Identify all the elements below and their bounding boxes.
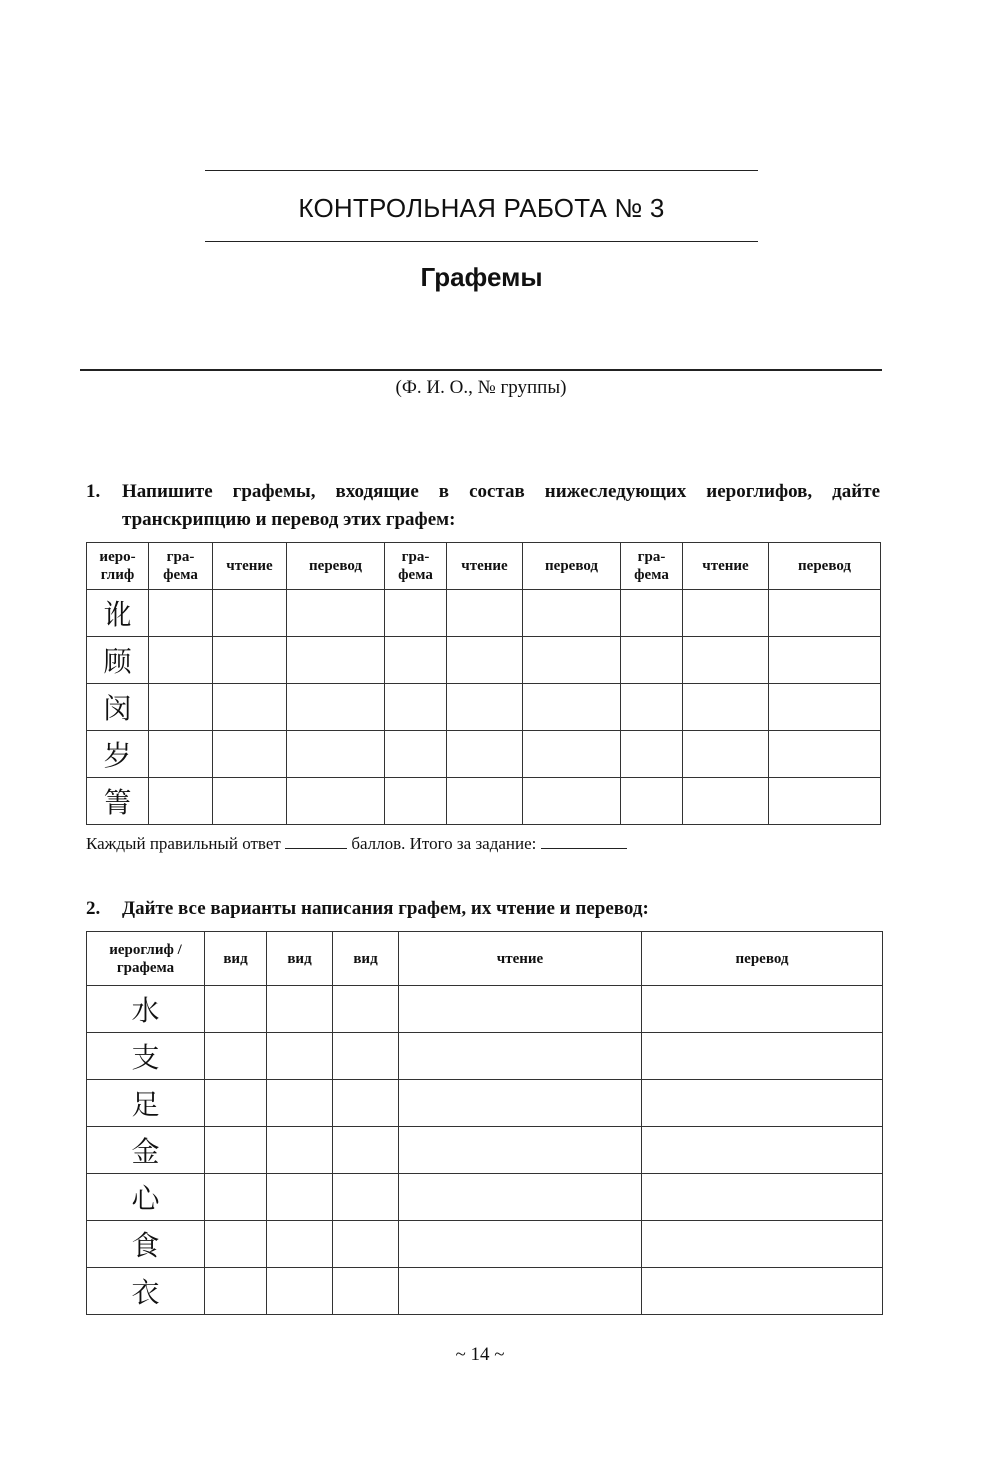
- answer-cell[interactable]: [333, 986, 399, 1033]
- answer-cell[interactable]: [267, 1221, 333, 1268]
- answer-cell[interactable]: [769, 684, 881, 731]
- answer-cell[interactable]: [621, 731, 683, 778]
- answer-cell[interactable]: [213, 684, 287, 731]
- table-row: [87, 1080, 883, 1127]
- hieroglyph-cell: 岁: [87, 731, 149, 778]
- answer-cell[interactable]: [447, 637, 523, 684]
- answer-cell[interactable]: [149, 778, 213, 825]
- col-form: вид: [333, 932, 399, 986]
- answer-cell[interactable]: [205, 1033, 267, 1080]
- col-form: вид: [205, 932, 267, 986]
- scoring-note: [86, 832, 627, 854]
- answer-cell[interactable]: [287, 778, 385, 825]
- table-row: [87, 731, 881, 778]
- answer-cell[interactable]: [642, 1080, 883, 1127]
- answer-cell[interactable]: [149, 684, 213, 731]
- answer-cell[interactable]: [333, 1127, 399, 1174]
- answer-cell[interactable]: [333, 1033, 399, 1080]
- answer-cell[interactable]: [205, 1127, 267, 1174]
- col-translation: перевод: [523, 543, 621, 590]
- answer-cell[interactable]: [267, 986, 333, 1033]
- answer-cell[interactable]: [447, 778, 523, 825]
- answer-cell[interactable]: [385, 637, 447, 684]
- answer-cell[interactable]: [213, 637, 287, 684]
- answer-cell[interactable]: [149, 590, 213, 637]
- answer-cell[interactable]: [447, 684, 523, 731]
- hieroglyph-cell: 足: [87, 1080, 205, 1127]
- total-blank[interactable]: [541, 832, 627, 849]
- answer-cell[interactable]: [683, 590, 769, 637]
- answer-cell[interactable]: [683, 778, 769, 825]
- hieroglyph-cell: 衣: [87, 1268, 205, 1315]
- answer-cell[interactable]: [267, 1127, 333, 1174]
- answer-cell[interactable]: [399, 1174, 642, 1221]
- answer-cell[interactable]: [399, 1127, 642, 1174]
- answer-cell[interactable]: [683, 684, 769, 731]
- answer-cell[interactable]: [621, 590, 683, 637]
- answer-cell[interactable]: [399, 1221, 642, 1268]
- answer-cell[interactable]: [769, 637, 881, 684]
- answer-cell[interactable]: [523, 637, 621, 684]
- table-row: [87, 1127, 883, 1174]
- answer-cell[interactable]: [267, 1033, 333, 1080]
- table-row: [87, 1221, 883, 1268]
- answer-cell[interactable]: [213, 778, 287, 825]
- answer-cell[interactable]: [523, 590, 621, 637]
- answer-cell[interactable]: [683, 731, 769, 778]
- col-translation: перевод: [769, 543, 881, 590]
- task-2-number: 2.: [86, 898, 101, 919]
- answer-cell[interactable]: [621, 684, 683, 731]
- answer-cell[interactable]: [205, 1174, 267, 1221]
- answer-cell[interactable]: [523, 778, 621, 825]
- points-blank[interactable]: [285, 832, 347, 849]
- answer-cell[interactable]: [149, 731, 213, 778]
- col-translation: перевод: [642, 932, 883, 986]
- answer-cell[interactable]: [769, 778, 881, 825]
- hieroglyph-cell: 食: [87, 1221, 205, 1268]
- answer-cell[interactable]: [385, 778, 447, 825]
- table-row: [87, 778, 881, 825]
- hieroglyph-cell: 支: [87, 1033, 205, 1080]
- name-field-line[interactable]: [80, 369, 882, 371]
- answer-cell[interactable]: [399, 986, 642, 1033]
- answer-cell[interactable]: [769, 731, 881, 778]
- answer-cell[interactable]: [385, 684, 447, 731]
- col-reading: чтение: [447, 543, 523, 590]
- answer-cell[interactable]: [149, 637, 213, 684]
- answer-cell[interactable]: [523, 731, 621, 778]
- answer-cell[interactable]: [205, 1221, 267, 1268]
- table-row: [87, 637, 881, 684]
- task-2-header-row: [87, 932, 883, 986]
- answer-cell[interactable]: [205, 986, 267, 1033]
- answer-cell[interactable]: [205, 1080, 267, 1127]
- table-row: [87, 986, 883, 1033]
- answer-cell[interactable]: [642, 1127, 883, 1174]
- scoring-note-prefix: Каждый правильный ответ: [86, 834, 281, 853]
- col-hieroglyph-grapheme: иероглиф / графема: [87, 932, 205, 986]
- answer-cell[interactable]: [399, 1033, 642, 1080]
- title-bottom-rule: [205, 241, 758, 242]
- answer-cell[interactable]: [267, 1080, 333, 1127]
- hieroglyph-cell: 心: [87, 1174, 205, 1221]
- answer-cell[interactable]: [333, 1080, 399, 1127]
- table-row: [87, 684, 881, 731]
- answer-cell[interactable]: [385, 731, 447, 778]
- task-1-number: 1.: [86, 481, 101, 502]
- answer-cell[interactable]: [205, 1268, 267, 1315]
- col-grapheme: гра- фема: [385, 543, 447, 590]
- task-1-table: [86, 542, 881, 825]
- answer-cell[interactable]: [333, 1174, 399, 1221]
- table-row: [87, 1268, 883, 1315]
- col-reading: чтение: [399, 932, 642, 986]
- table-row: [87, 1033, 883, 1080]
- task-1-header-row: [87, 543, 881, 590]
- answer-cell[interactable]: [385, 590, 447, 637]
- col-form: вид: [267, 932, 333, 986]
- answer-cell[interactable]: [267, 1268, 333, 1315]
- answer-cell[interactable]: [399, 1268, 642, 1315]
- task-2-instruction: [86, 895, 880, 923]
- answer-cell[interactable]: [213, 590, 287, 637]
- page-subtitle: Графемы: [420, 262, 543, 292]
- answer-cell[interactable]: [333, 1268, 399, 1315]
- answer-cell[interactable]: [399, 1080, 642, 1127]
- answer-cell[interactable]: [267, 1174, 333, 1221]
- page-number: ~ 14 ~: [455, 1344, 505, 1365]
- answer-cell[interactable]: [621, 778, 683, 825]
- answer-cell[interactable]: [213, 731, 287, 778]
- task-1-instruction: [86, 478, 880, 534]
- table-row: [87, 1174, 883, 1221]
- answer-cell[interactable]: [447, 731, 523, 778]
- name-field-caption: (Ф. И. О., № группы): [395, 377, 567, 398]
- answer-cell[interactable]: [642, 1221, 883, 1268]
- hieroglyph-cell: 水: [87, 986, 205, 1033]
- hieroglyph-cell: 顾: [87, 637, 149, 684]
- answer-cell[interactable]: [287, 731, 385, 778]
- answer-cell[interactable]: [287, 684, 385, 731]
- title-top-rule: [205, 170, 758, 171]
- answer-cell[interactable]: [333, 1221, 399, 1268]
- answer-cell[interactable]: [642, 1033, 883, 1080]
- answer-cell[interactable]: [642, 1174, 883, 1221]
- answer-cell[interactable]: [287, 637, 385, 684]
- hieroglyph-cell: 闵: [87, 684, 149, 731]
- page-title: КОНТРОЛЬНАЯ РАБОТА № 3: [298, 193, 665, 223]
- answer-cell[interactable]: [523, 684, 621, 731]
- col-translation: перевод: [287, 543, 385, 590]
- answer-cell[interactable]: [769, 590, 881, 637]
- hieroglyph-cell: 箐: [87, 778, 149, 825]
- scoring-note-middle: баллов. Итого за задание:: [351, 834, 537, 853]
- hieroglyph-cell: 金: [87, 1127, 205, 1174]
- col-reading: чтение: [213, 543, 287, 590]
- col-reading: чтение: [683, 543, 769, 590]
- col-hieroglyph: иеро- глиф: [87, 543, 149, 590]
- col-grapheme: гра- фема: [149, 543, 213, 590]
- answer-cell[interactable]: [642, 986, 883, 1033]
- task-2-table: [86, 931, 883, 1315]
- table-row: [87, 590, 881, 637]
- answer-cell[interactable]: [683, 637, 769, 684]
- answer-cell[interactable]: [642, 1268, 883, 1315]
- task-1-text: Напишите графемы, входящие в состав нижеследующих иероглифов, дайте транскрипцию и перевод этих графем:: [122, 481, 880, 530]
- hieroglyph-cell: 讹: [87, 590, 149, 637]
- answer-cell[interactable]: [447, 590, 523, 637]
- answer-cell[interactable]: [287, 590, 385, 637]
- task-2-text: Дайте все варианты написания графем, их чтение и перевод:: [122, 898, 649, 919]
- answer-cell[interactable]: [621, 637, 683, 684]
- col-grapheme: гра- фема: [621, 543, 683, 590]
